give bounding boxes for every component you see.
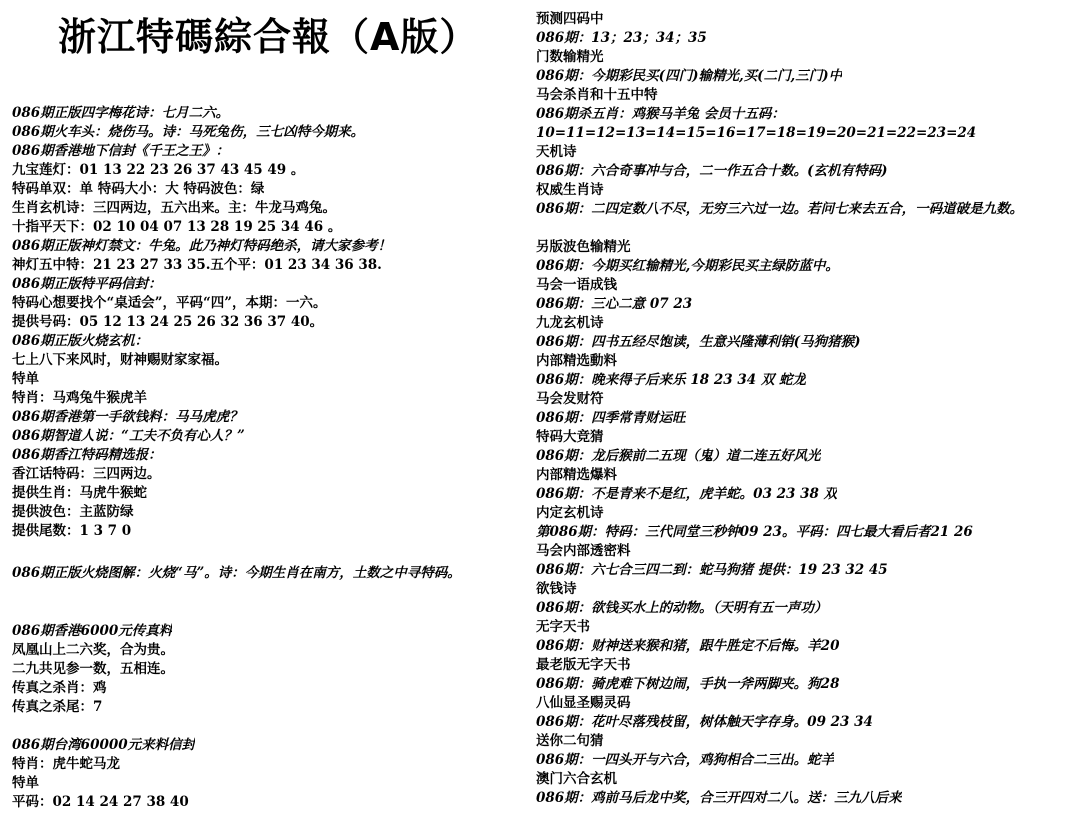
text-line: 澳门六合玄机 xyxy=(536,771,617,787)
text-line: 欲钱诗 xyxy=(536,581,577,597)
text-line: 086期智道人说：“工夫不负有心人？” xyxy=(12,428,245,444)
text-line: 特肖：马鸡兔牛猴虎羊 xyxy=(12,390,147,406)
text-line: 086期台湾60000元来料信封 xyxy=(12,737,196,753)
text-line: 086期杀五肖：鸡猴马羊兔 会员十五码： xyxy=(536,106,785,122)
text-line: 086期正版火烧玄机： xyxy=(12,333,149,349)
text-line: 086期：欲钱买水上的动物。（天明有五一声功） xyxy=(536,600,828,616)
text-line: 最老版无字天书 xyxy=(536,657,631,673)
text-line: 内部精选動料 xyxy=(536,353,617,369)
text-line: 提供号码：05 12 13 24 25 26 32 36 37 40。 xyxy=(12,314,324,330)
text-line: 特码心想要找个“桌适会”，平码“四”，本期：一六。 xyxy=(12,295,327,311)
text-line: 086期香港地下信封《千王之王》： xyxy=(12,143,230,159)
text-line: 086期：一四头开与六合，鸡狗相合二三出。蛇羊 xyxy=(536,752,835,768)
text-line: 086期：四书五经尽饱读，生意兴隆薄利销(马狗猪猴) xyxy=(536,334,861,350)
text-line: 086期正版火烧图解：火烧“马”。诗：今期生肖在南方，土数之中寻特码。 xyxy=(12,565,461,581)
text-line: 086期：13；23；34；35 xyxy=(536,30,707,46)
text-line: 神灯五中特：21 23 27 33 35.五个平：01 23 34 36 38. xyxy=(12,257,382,273)
text-line: 086期：今期买红输精光,今期彩民买主绿防蓝中。 xyxy=(536,258,839,274)
text-line: 特单 xyxy=(12,775,39,791)
text-line: 平码：02 14 24 27 38 40 xyxy=(12,794,189,810)
text-line: 七上八下来风时，财神赐财家家福。 xyxy=(12,352,228,368)
text-line: 马会杀肖和十五中特 xyxy=(536,87,658,103)
text-line: 天机诗 xyxy=(536,144,577,160)
text-line: 086期：骑虎难下树边闹，手执一斧两脚夹。狗28 xyxy=(536,676,840,692)
text-line: 086期火车头：烧伤马。诗：马死兔伤，三七凶特今期来。 xyxy=(12,124,365,140)
text-line: 特肖：虎牛蛇马龙 xyxy=(12,756,120,772)
text-line: 第086期：特码：三代同堂三秒钟09 23。平码：四七最大看后者21 26 xyxy=(536,524,973,540)
text-line: 086期香港第一手欲钱料：马马虎虎？ xyxy=(12,409,243,425)
text-line: 086期：二四定数八不尽，无穷三六过一边。若问七来去五合，一码道破是九数。 xyxy=(536,201,1024,217)
text-line: 生肖玄机诗：三四两边，五六出来。主：牛龙马鸡兔。 xyxy=(12,200,336,216)
text-line: 提供波色：主蓝防绿 xyxy=(12,504,134,520)
text-line: 香江话特码：三四两边。 xyxy=(12,466,161,482)
text-line: 八仙显圣赐灵码 xyxy=(536,695,631,711)
text-line: 马会发财符 xyxy=(536,391,604,407)
text-line: 门数输精光 xyxy=(536,49,604,65)
text-line: 086期：花叶尽落残枝留，树体触天字存身。09 23 34 xyxy=(536,714,873,730)
text-line: 内定玄机诗 xyxy=(536,505,604,521)
text-line: 九龙玄机诗 xyxy=(536,315,604,331)
text-line: 086期：财神送来猴和猪，跟牛胜定不后悔。羊20 xyxy=(536,638,840,654)
text-line: 内部精选爆料 xyxy=(536,467,617,483)
text-line: 二九共见参一数，五相连。 xyxy=(12,661,174,677)
text-line: 特码大竞猜 xyxy=(536,429,604,445)
text-line: 无字天书 xyxy=(536,619,590,635)
text-line: 086期香江特码精选报： xyxy=(12,447,162,463)
page-title: 浙江特碼綜合報（A版） xyxy=(58,15,479,59)
text-line: 10=11=12=13=14=15=16=17=18=19=20=21=22=23=24 xyxy=(536,125,977,141)
text-line: 送你二句猜 xyxy=(536,733,604,749)
text-line: 086期：龙后猴前二五现（鬼）道二连五好风光 xyxy=(536,448,821,464)
text-line: 十指平天下：02 10 04 07 13 28 19 25 34 46 。 xyxy=(12,219,342,235)
text-line: 086期：鸡前马后龙中奖，合三开四对二八。送：三九八后来 xyxy=(536,790,902,806)
text-line: 086期正版四字梅花诗：七月二六。 xyxy=(12,105,230,121)
text-line: 凤凰山上二六奖，合为贵。 xyxy=(12,642,174,658)
text-line: 086期：六七合三四二到：蛇马狗猪 提供：19 23 32 45 xyxy=(536,562,888,578)
text-line: 086期香港6000元传真料 xyxy=(12,623,173,639)
text-line: 086期：六合奇事冲与合，二一作五合十数。(玄机有特码) xyxy=(536,163,888,179)
text-line: 特单 xyxy=(12,371,39,387)
text-line: 马会内部透密料 xyxy=(536,543,631,559)
text-line: 九宝莲灯：01 13 22 23 26 37 43 45 49 。 xyxy=(12,162,305,178)
text-line: 提供生肖：马虎牛猴蛇 xyxy=(12,485,147,501)
text-line: 马会一语成钱 xyxy=(536,277,617,293)
text-line: 086期：晚来得子后来乐 18 23 34 双 蛇龙 xyxy=(536,372,807,388)
text-line: 传真之杀尾：7 xyxy=(12,699,103,715)
text-line: 086期：今期彩民买(四门)输精光,买(二门,三门)中 xyxy=(536,68,843,84)
text-line: 086期正版特平码信封： xyxy=(12,276,162,292)
text-line: 特码单双：单 特码大小：大 特码波色：绿 xyxy=(12,181,265,197)
text-line: 另版波色输精光 xyxy=(536,239,631,255)
text-line: 提供尾数：1 3 7 0 xyxy=(12,523,132,539)
text-line: 086期：不是青来不是红，虎羊蛇。03 23 38 双 xyxy=(536,486,838,502)
text-line: 权威生肖诗 xyxy=(536,182,604,198)
text-line: 预测四码中 xyxy=(536,11,604,27)
text-line: 086期：三心二意 07 23 xyxy=(536,296,693,312)
text-line: 086期正版神灯禁文：牛兔。此乃神灯特码绝杀，请大家参考！ xyxy=(12,238,392,254)
text-line: 传真之杀肖：鸡 xyxy=(12,680,107,696)
text-line: 086期：四季常青财运旺 xyxy=(536,410,686,426)
